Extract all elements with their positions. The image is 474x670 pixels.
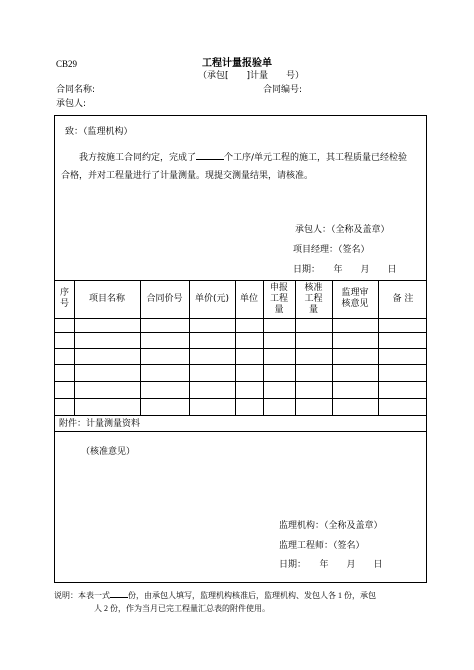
col-header-approved-quantity: 核准 工程 量 <box>304 282 323 315</box>
copies-blank <box>110 589 128 598</box>
submission-body-line1 <box>79 150 407 166</box>
table-row-line <box>55 398 426 399</box>
footnote <box>54 589 434 615</box>
contract-name-label: 合同名称: <box>56 85 96 95</box>
form-code: CB29 <box>56 59 78 69</box>
review-date: 日期： 年 月 日 <box>279 560 383 570</box>
unit-count-blank[interactable] <box>196 150 224 160</box>
footnote-line2: 人 2 份，作为当月已完工程量汇总表的附件使用。 <box>94 604 270 613</box>
submission-body-line2: 合格，并对工程量进行了计量测量。现提交测量结果，请核准。 <box>61 171 314 181</box>
table-row-line <box>55 364 426 365</box>
contractor-signature: 承包人：（全称及盖章） <box>295 225 390 235</box>
col-header-unit: 单位 <box>239 293 258 304</box>
submission-date: 日期： 年 月 日 <box>293 265 397 275</box>
footnote-line1: 说明：本表一式 份，由承包人填写，监理机构核准后，监理机构、发包人各 1 份，承包 <box>54 591 376 600</box>
contractor-label: 承包人: <box>56 99 87 109</box>
table-header-bottom <box>55 318 426 319</box>
table-row-line <box>55 348 426 349</box>
project-manager-signature: 项目经理：（签名） <box>293 245 370 255</box>
supervisor-signature: 监理机构：（全称及盖章） <box>279 521 383 531</box>
col-header-contract-price-no: 合同价号 <box>146 293 183 304</box>
form-subtitle: （承包[ ]计量 号） <box>198 71 305 81</box>
review-opinion-label: （核准意见） <box>81 447 136 457</box>
form-title: 工程计量报验单 <box>202 58 272 69</box>
col-header-serial: 序 号 <box>59 288 69 309</box>
contract-number-label: 合同编号: <box>263 85 303 95</box>
form-frame <box>54 115 427 583</box>
col-header-supervisor-opinion: 监理审 核意见 <box>341 288 369 309</box>
body-suffix: 个工序/单元工程的施工，其工程质量已经检验 <box>224 153 408 163</box>
col-header-item-name: 项目名称 <box>88 293 125 304</box>
table-row-line <box>55 332 426 333</box>
table-row-line <box>55 381 426 382</box>
col-header-unit-price: 单价(元) <box>194 293 230 304</box>
body-prefix: 我方按施工合同约定，完成了 <box>79 153 197 163</box>
addressee: 致：（监理机构） <box>65 127 133 137</box>
col-header-remarks: 备 注 <box>392 293 414 304</box>
supervising-engineer-signature: 监理工程师：（签名） <box>279 541 365 551</box>
attachment-label: 附件：计量测量资料 <box>59 419 141 429</box>
col-header-declared-quantity: 申报 工程 量 <box>269 282 288 315</box>
